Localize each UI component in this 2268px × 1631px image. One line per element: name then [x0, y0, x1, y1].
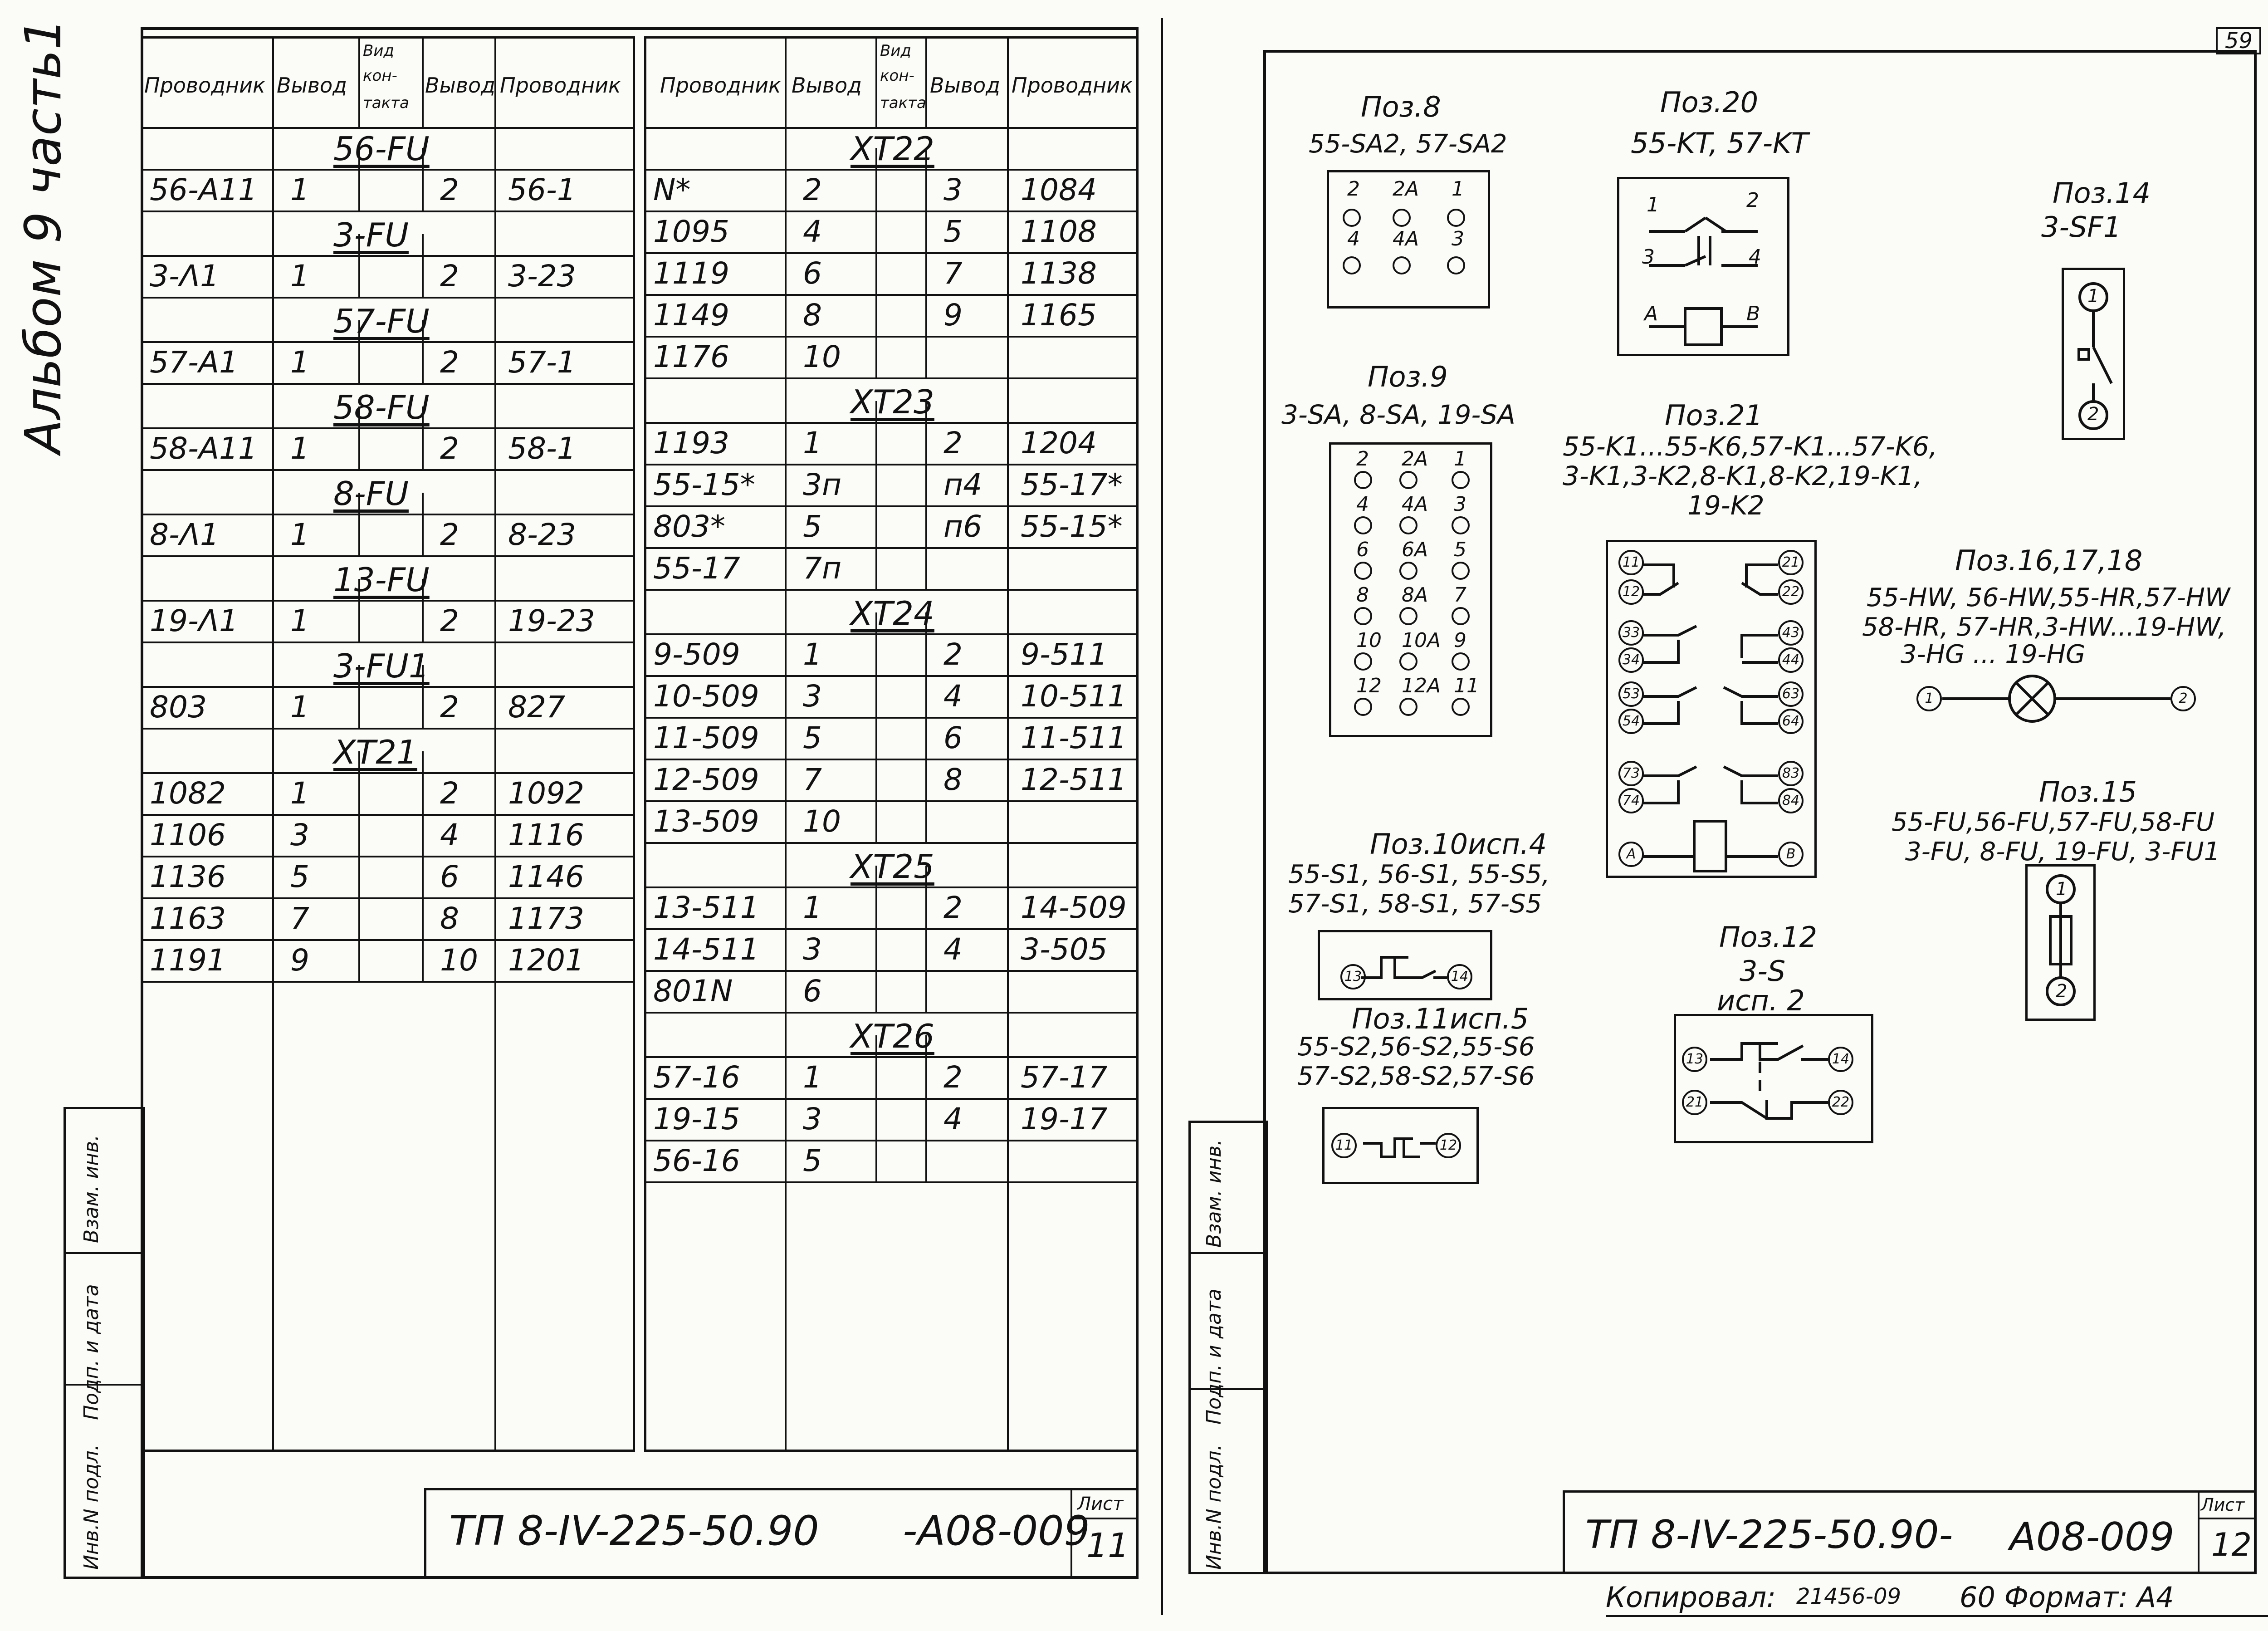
- pin-label: 3: [1642, 245, 1655, 269]
- col-header-contact-b-1: Вид: [880, 42, 911, 60]
- table-cell: 1136: [150, 859, 226, 894]
- table-cell: 4: [943, 679, 963, 714]
- contact-hole: [1399, 471, 1418, 489]
- contact-hole: [1343, 256, 1361, 274]
- table-cell: 3-Λ1: [150, 259, 219, 294]
- pin-label: 1: [1454, 447, 1466, 470]
- pin-label: 4: [1347, 227, 1360, 250]
- table-cell: 1: [290, 431, 309, 466]
- pin-circle: 11: [1618, 550, 1644, 575]
- col-header-terminal-a1: Вывод: [277, 73, 347, 98]
- contact-hole: [1399, 652, 1418, 671]
- item-12-ver: исп. 2: [1717, 984, 1805, 1017]
- col-header-contact-a-2: кон-: [363, 67, 397, 85]
- table-cell: 8: [943, 762, 963, 797]
- table-cell: 3: [803, 1102, 822, 1136]
- item-14-title: Поз.14: [2053, 176, 2151, 210]
- table-cell: N*: [653, 172, 691, 207]
- table-cell: 1: [803, 637, 822, 672]
- table-cell: 7: [803, 762, 822, 797]
- pin-label: 1: [1452, 177, 1464, 201]
- table-cell: 19-17: [1021, 1102, 1108, 1136]
- pin-label: 2A: [1402, 447, 1428, 470]
- pin-circle: 22: [1828, 1090, 1853, 1115]
- table-cell: 803*: [653, 509, 725, 544]
- group-title: XT22: [850, 130, 934, 168]
- table-cell: 1204: [1021, 426, 1097, 460]
- margin-label-sign: Подп. и дата: [80, 1284, 103, 1420]
- item-16-desc-3: 3-HG ... 19-HG: [1901, 640, 2086, 669]
- table-cell: 8-Λ1: [150, 517, 219, 552]
- table-cell: 1149: [653, 298, 729, 333]
- pin-circle: 14: [1447, 964, 1472, 989]
- album-label: Альбом 9 часть1: [14, 18, 72, 454]
- pin-label: 2A: [1393, 177, 1419, 201]
- group-title: 57-FU: [333, 302, 430, 340]
- table-cell: 57-17: [1021, 1060, 1108, 1095]
- table-cell: 3: [803, 932, 822, 967]
- table-cell: 13-509: [653, 804, 759, 839]
- table-cell: 55-17: [653, 551, 740, 586]
- item-10-title: Поз.10исп.4: [1370, 828, 1547, 861]
- item-21-desc-2: 3-K1,3-K2,8-K1,8-K2,19-K1,: [1563, 460, 1922, 491]
- table-cell: 58-A11: [150, 431, 257, 466]
- pin-circle: 33: [1618, 620, 1644, 646]
- group-title: 8-FU: [333, 475, 409, 513]
- pin-label: 3: [1452, 227, 1464, 250]
- col-header-contact-b-3: такта: [880, 94, 926, 112]
- table-cell: 3п: [803, 467, 842, 502]
- table-cell: 803: [150, 690, 207, 725]
- table-cell: 1201: [508, 943, 584, 978]
- table-cell: 14-509: [1021, 890, 1127, 925]
- item-16-desc-1: 55-HW, 56-HW,55-HR,57-HW: [1867, 583, 2230, 612]
- pin-circle: B: [1778, 842, 1804, 867]
- pin-label: 10A: [1402, 629, 1441, 652]
- group-title: 3-FU: [333, 216, 409, 254]
- item-9-title: Поз.9: [1368, 360, 1448, 393]
- table-cell: 5: [803, 720, 822, 755]
- contact-hole: [1452, 698, 1470, 716]
- table-cell: п6: [943, 509, 982, 544]
- table-cell: 2: [440, 690, 459, 725]
- table-cell: 9-511: [1021, 637, 1108, 672]
- group-title: XT26: [850, 1017, 934, 1055]
- table-cell: 2: [440, 431, 459, 466]
- contact-hole: [1452, 607, 1470, 625]
- table-cell: 55-15*: [1021, 509, 1123, 544]
- item-12-title: Поз.12: [1719, 921, 1818, 954]
- pin-circle: 64: [1778, 709, 1804, 734]
- table-cell: 10: [803, 804, 841, 839]
- pin-circle: 14: [1828, 1047, 1853, 1072]
- table-cell: 7: [943, 256, 963, 291]
- table-cell: 10: [803, 339, 841, 374]
- pin-label: 7: [1454, 583, 1466, 607]
- col-header-terminal-b1: Вывод: [792, 73, 862, 98]
- table-cell: 1: [290, 517, 309, 552]
- table-cell: 2: [943, 890, 963, 925]
- pin-circle: 2: [2170, 686, 2196, 711]
- doc-code-left: ТП 8-IV-225-50.90: [449, 1507, 819, 1555]
- right-margin-strip: [1188, 1121, 1268, 1574]
- copy-signature: 21456-09: [1796, 1584, 1901, 1609]
- pin-label: 12: [1356, 674, 1382, 697]
- table-cell: 57-16: [653, 1060, 740, 1095]
- item-11-title: Поз.11исп.5: [1352, 1002, 1529, 1035]
- group-title: XT24: [850, 594, 934, 632]
- table-cell: 2: [440, 517, 459, 552]
- left-margin-strip: [64, 1107, 145, 1579]
- contact-hole: [1452, 516, 1470, 534]
- table-cell: 4: [440, 818, 459, 852]
- table-cell: 1: [803, 890, 822, 925]
- table-cell: 4: [943, 932, 963, 967]
- pin-label: 8A: [1402, 583, 1428, 607]
- contact-hole: [1399, 607, 1418, 625]
- pin-label: 8: [1356, 583, 1369, 607]
- pin-circle: 22: [1778, 579, 1804, 605]
- col-header-conductor-a1: Проводник: [144, 73, 265, 98]
- pin-label: 4A: [1393, 227, 1419, 250]
- group-title: 3-FU1: [333, 647, 430, 685]
- item-20-desc: 55-KT, 57-KT: [1631, 127, 1809, 160]
- item-16-desc-2: 58-HR, 57-HR,3-HW...19-HW,: [1862, 612, 2226, 642]
- table-cell: 1108: [1021, 214, 1097, 249]
- col-header-contact-a-3: такта: [363, 94, 409, 112]
- sheet-label-left: Лист: [1077, 1494, 1124, 1514]
- table-cell: 2: [440, 259, 459, 294]
- table-cell: 2: [943, 1060, 963, 1095]
- contact-hole: [1354, 698, 1372, 716]
- contact-hole: [1354, 562, 1372, 580]
- table-cell: 2: [803, 172, 822, 207]
- col-header-conductor-a2: Проводник: [500, 73, 621, 98]
- pin-label: 1: [2056, 879, 2068, 900]
- item-12-sub: 3-S: [1740, 955, 1786, 988]
- col-header-conductor-b2: Проводник: [1012, 73, 1133, 98]
- lamp-symbol: [1914, 671, 2214, 726]
- pin-label: 10: [1356, 629, 1382, 652]
- table-cell: 3: [943, 172, 963, 207]
- pin-circle: 54: [1618, 709, 1644, 734]
- table-cell: 56-16: [653, 1143, 740, 1178]
- item-21-title: Поз.21: [1665, 399, 1763, 432]
- pin-label: 11: [1454, 674, 1479, 697]
- table-cell: 827: [508, 690, 565, 725]
- pin-circle: 53: [1618, 681, 1644, 707]
- table-cell: 2: [440, 345, 459, 380]
- copy-note: Копировал:: [1606, 1581, 1776, 1614]
- table-cell: 1191: [150, 943, 226, 978]
- pin-label: 2: [1746, 189, 1759, 212]
- table-cell: 9: [290, 943, 309, 978]
- table-cell: 9-509: [653, 637, 740, 672]
- table-cell: 1: [290, 690, 309, 725]
- pin-circle: 44: [1778, 647, 1804, 673]
- table-cell: 13-511: [653, 890, 759, 925]
- table-cell: 1176: [653, 339, 729, 374]
- table-cell: 1: [803, 426, 822, 460]
- item-20-title: Поз.20: [1660, 86, 1759, 119]
- pin-label: 5: [1454, 538, 1466, 561]
- pin-label: 6: [1356, 538, 1369, 561]
- table-cell: 58-1: [508, 431, 576, 466]
- button-10-symbol: [1318, 930, 1492, 1000]
- format-note: 60 Формат: А4: [1960, 1581, 2174, 1614]
- table-cell: 12-511: [1021, 762, 1127, 797]
- table-cell: 2: [943, 637, 963, 672]
- pin-circle: 63: [1778, 681, 1804, 707]
- item-9-desc: 3-SA, 8-SA, 19-SA: [1281, 399, 1515, 430]
- table-cell: 3: [803, 679, 822, 714]
- pin-label: 2: [1356, 447, 1369, 470]
- table-cell: 1: [290, 172, 309, 207]
- col-header-conductor-b1: Проводник: [660, 73, 781, 98]
- pin-circle: 13: [1682, 1047, 1707, 1072]
- pin-circle: 84: [1778, 788, 1804, 813]
- table-cell: 8-23: [508, 517, 576, 552]
- table-cell: 6: [943, 720, 963, 755]
- contact-hole: [1354, 652, 1372, 671]
- group-title: XT25: [850, 847, 934, 886]
- margin-label-repl: Взам. инв.: [80, 1135, 103, 1243]
- group-title: XT23: [850, 383, 934, 421]
- pin-circle: 1: [1916, 686, 1942, 711]
- table-cell: 1082: [150, 776, 226, 811]
- table-cell: 56-1: [508, 172, 576, 207]
- pin-circle: 73: [1618, 761, 1644, 786]
- pin-label: 2: [2056, 981, 2068, 1002]
- table-cell: 10-509: [653, 679, 759, 714]
- table-cell: 6: [803, 256, 822, 291]
- contact-hole: [1399, 698, 1418, 716]
- pin-label: 4: [1356, 493, 1369, 516]
- pin-label: 3: [1454, 493, 1466, 516]
- item-16-title: Поз.16,17,18: [1955, 544, 2143, 577]
- table-cell: 1: [290, 259, 309, 294]
- pin-label: 12A: [1402, 674, 1441, 697]
- item-8-title: Поз.8: [1361, 90, 1441, 123]
- item-10-desc-2: 57-S1, 58-S1, 57-S5: [1288, 889, 1542, 919]
- table-cell: 6: [440, 859, 459, 894]
- item-15-title: Поз.15: [2039, 775, 2137, 808]
- table-cell: 7п: [803, 551, 842, 586]
- table-cell: 5: [290, 859, 309, 894]
- table-cell: 1138: [1021, 256, 1097, 291]
- button-12-symbol: [1674, 1014, 1873, 1143]
- contact-hole: [1452, 471, 1470, 489]
- table-cell: 1173: [508, 901, 584, 936]
- margin-label-sign-r: Подп. и дата: [1202, 1288, 1226, 1425]
- col-header-terminal-b2: Вывод: [930, 73, 1000, 98]
- pin-label: 1: [1647, 193, 1659, 216]
- table-cell: 8: [440, 901, 459, 936]
- contact-hole: [1354, 607, 1372, 625]
- table-cell: 11-511: [1021, 720, 1127, 755]
- table-cell: 14-511: [653, 932, 759, 967]
- item-21-desc-3: 19-K2: [1687, 490, 1765, 521]
- doc-suffix-right: А08-009: [2009, 1514, 2175, 1560]
- item-11-desc-2: 57-S2,58-S2,57-S6: [1297, 1062, 1535, 1091]
- table-cell: 5: [943, 214, 963, 249]
- contact-hole: [1399, 562, 1418, 580]
- contact-hole: [1399, 516, 1418, 534]
- pin-label: 4: [1749, 245, 1761, 269]
- sheet-number-left: 11: [1086, 1526, 1129, 1565]
- contact-hole: [1447, 209, 1465, 227]
- margin-label-inv: Инв.N подл.: [80, 1444, 103, 1570]
- table-cell: 2: [440, 603, 459, 638]
- pin-circle: 43: [1778, 620, 1804, 646]
- item-14-desc: 3-SF1: [2041, 211, 2121, 244]
- table-cell: 3-505: [1021, 932, 1108, 967]
- item-10-desc-1: 55-S1, 56-S1, 55-S5,: [1288, 860, 1550, 889]
- contact-hole: [1452, 562, 1470, 580]
- group-title: 58-FU: [333, 388, 430, 426]
- table-cell: 2: [440, 172, 459, 207]
- table-cell: 7: [290, 901, 309, 936]
- margin-label-repl-r: Взам. инв.: [1202, 1139, 1226, 1248]
- table-cell: п4: [943, 467, 982, 502]
- pin-circle: 12: [1618, 579, 1644, 605]
- sheet-number-right: 12: [2211, 1526, 2252, 1563]
- contact-hole: [1452, 652, 1470, 671]
- contact-hole: [1393, 209, 1411, 227]
- table-cell: 1106: [150, 818, 226, 852]
- contact-hole: [1343, 209, 1361, 227]
- col-header-terminal-a2: Вывод: [425, 73, 495, 98]
- pin-circle: 21: [1778, 550, 1804, 575]
- table-cell: 57-A1: [150, 345, 238, 380]
- table-cell: 2: [440, 776, 459, 811]
- pin-label: A: [1644, 302, 1658, 325]
- pin-circle: 21: [1682, 1090, 1707, 1115]
- table-cell: 12-509: [653, 762, 759, 797]
- doc-code-right: ТП 8-IV-225-50.90-: [1585, 1512, 1953, 1558]
- contact-hole: [1354, 516, 1372, 534]
- pin-label: 9: [1454, 629, 1466, 652]
- contact-hole: [1393, 256, 1411, 274]
- item-8-desc: 55-SA2, 57-SA2: [1309, 129, 1507, 159]
- table-cell: 6: [803, 974, 822, 1009]
- table-cell: 1092: [508, 776, 584, 811]
- table-cell: 3-23: [508, 259, 576, 294]
- table-cell: 1084: [1021, 172, 1097, 207]
- table-cell: 19-Λ1: [150, 603, 238, 638]
- item-15-desc-1: 55-FU,56-FU,57-FU,58-FU: [1892, 808, 2215, 837]
- table-cell: 2: [943, 426, 963, 460]
- pin-circle: 83: [1778, 761, 1804, 786]
- pin-label: 4A: [1402, 493, 1428, 516]
- table-cell: 4: [943, 1102, 963, 1136]
- doc-suffix-left: -А08-009: [903, 1507, 1090, 1555]
- pin-circle: 13: [1340, 964, 1366, 989]
- item-15-desc-2: 3-FU, 8-FU, 19-FU, 3-FU1: [1905, 837, 2220, 867]
- table-cell: 1193: [653, 426, 729, 460]
- group-title: 56-FU: [333, 130, 430, 168]
- table-cell: 9: [943, 298, 963, 333]
- table-cell: 56-A11: [150, 172, 257, 207]
- pin-label: 2: [2087, 404, 2099, 425]
- col-header-contact-a-1: Вид: [363, 42, 394, 60]
- contact-hole: [1354, 471, 1372, 489]
- pin-circle: 74: [1618, 788, 1644, 813]
- pin-circle: 11: [1331, 1133, 1357, 1158]
- pin-label: 1: [2087, 286, 2099, 307]
- table-cell: 1: [290, 345, 309, 380]
- table-cell: 19-23: [508, 603, 595, 638]
- table-cell: 1116: [508, 818, 584, 852]
- sheet-label-right: Лист: [2201, 1495, 2245, 1515]
- table-cell: 1165: [1021, 298, 1097, 333]
- group-title: 13-FU: [333, 561, 430, 599]
- top-sheet-number: 59: [2225, 28, 2253, 54]
- group-title: XT21: [333, 733, 417, 771]
- table-cell: 55-17*: [1021, 467, 1123, 502]
- table-cell: 5: [803, 509, 822, 544]
- contact-hole: [1447, 256, 1465, 274]
- table-cell: 11-509: [653, 720, 759, 755]
- item-21-desc-1: 55-K1...55-K6,57-K1...57-K6,: [1563, 431, 1938, 462]
- table-cell: 801N: [653, 974, 733, 1009]
- pin-circle: A: [1618, 842, 1644, 867]
- table-cell: 5: [803, 1143, 822, 1178]
- table-cell: 8: [803, 298, 822, 333]
- right-sheet: [1161, 0, 2268, 1631]
- table-cell: 1119: [653, 256, 729, 291]
- table-cell: 57-1: [508, 345, 576, 380]
- pin-circle: 34: [1618, 647, 1644, 673]
- col-header-contact-b-2: кон-: [880, 67, 914, 85]
- pin-label: 2: [1347, 177, 1360, 201]
- table-cell: 1163: [150, 901, 226, 936]
- table-cell: 10: [440, 943, 478, 978]
- table-cell: 4: [803, 214, 822, 249]
- table-cell: 1: [290, 776, 309, 811]
- table-cell: 1: [803, 1060, 822, 1095]
- table-cell: 1: [290, 603, 309, 638]
- table-cell: 19-15: [653, 1102, 740, 1136]
- margin-label-inv-r: Инв.N подл.: [1202, 1444, 1226, 1570]
- pin-label: B: [1746, 302, 1760, 325]
- table-cell: 3: [290, 818, 309, 852]
- pin-label: 6A: [1402, 538, 1428, 561]
- item-11-desc-1: 55-S2,56-S2,55-S6: [1297, 1032, 1535, 1062]
- pin-circle: 12: [1436, 1133, 1461, 1158]
- table-cell: 1095: [653, 214, 729, 249]
- table-cell: 1146: [508, 859, 584, 894]
- table-cell: 10-511: [1021, 679, 1127, 714]
- table-cell: 55-15*: [653, 467, 755, 502]
